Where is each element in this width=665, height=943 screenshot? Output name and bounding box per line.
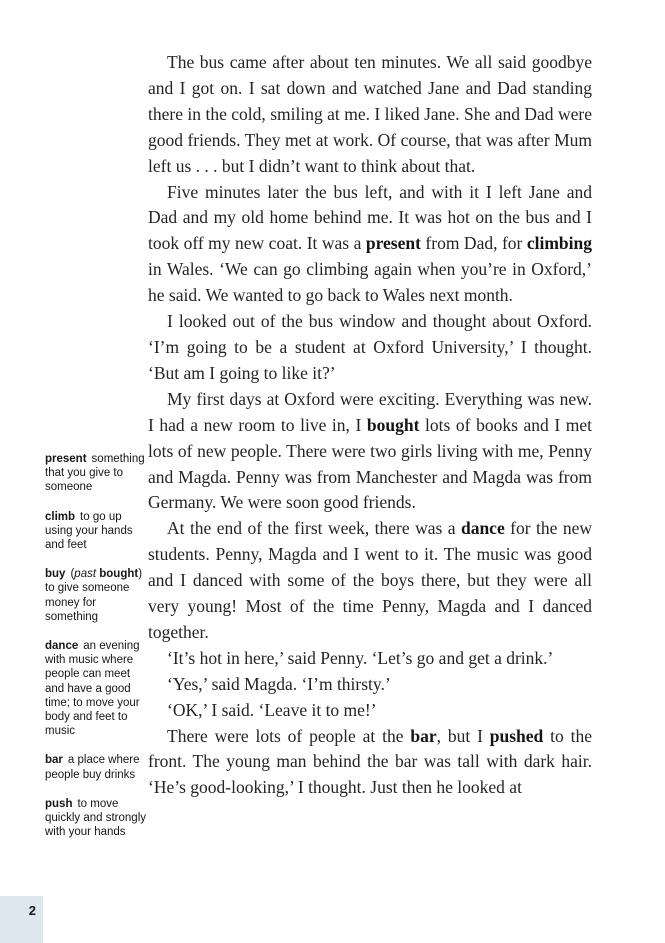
page-number: 2 — [28, 903, 36, 918]
story-paragraph: At the end of the first week, there was a dance for the new students. Penny, Magda and I went to it. The music was good and I danced with some of the boys there, but they were all very young! Most of the time Penny, Magda and I danced together. — [148, 518, 592, 642]
story-paragraph: My first days at Oxford were exciting. Everything was new. I had a new room to live in, I bought lots of books and I met lots of new people. There were two girls living with me, Penny and Magda. Penny was from Manchester and Magda was from Germany. We were soon good friends. — [148, 388, 592, 513]
story-paragraph: I looked out of the bus window and thought about Oxford. ‘I’m going to be a student at Oxford University,’ I thought. ‘But am I going to like it?’ — [148, 311, 592, 383]
glossary-entry — [45, 639, 147, 738]
glossary-headword: bar — [45, 754, 63, 767]
glossary-definition: a place where people buy drinks — [45, 754, 140, 781]
glossary-entry — [45, 753, 147, 781]
story-paragraph: ‘OK,’ I said. ‘Leave it to me!’ — [167, 699, 377, 720]
glossary-headword: climb — [45, 510, 76, 523]
glossary-definition: something that you give to someone — [45, 453, 145, 494]
glossary-headword: push — [45, 797, 73, 810]
story-paragraph: ‘Yes,’ said Magda. ‘I’m thirsty.’ — [167, 673, 391, 694]
glossary-entry — [45, 510, 147, 553]
glossary-definition: (past bought) to give someone money for something — [45, 568, 143, 623]
story-paragraph: ‘It’s hot in here,’ said Penny. ‘Let’s go and get a drink.’ — [167, 647, 554, 668]
glossary-headword: buy — [45, 568, 66, 581]
story-paragraph: Five minutes later the bus left, and with it I left Jane and Dad and my old home behind me. It was hot on the bus and I took off my new coat. It was a present from Dad, for climbing in Wales. ‘We can go climbing again when you’re in Oxford,’ he said. We wanted to go back to Wales next month. — [148, 181, 593, 306]
story-paragraph: There were lots of people at the bar, but I pushed to the front. The young man behind the bar was tall with dark hair. ‘He’s good-looking,’ I thought. Just then he looked at — [148, 725, 592, 798]
glossary-entry — [45, 797, 147, 840]
glossary-entry — [45, 567, 147, 624]
glossary-entry — [45, 452, 147, 495]
glossary — [45, 452, 147, 854]
page-number-box — [0, 896, 43, 943]
glossary-definition: to move quickly and strongly with your hands — [45, 797, 146, 839]
story-paragraph: The bus came after about ten minutes. We all said goodbye and I got on. I sat down and watched Jane and Dad standing there in the cold, smiling at me. I liked Jane. She and Dad were good friends. They met at work. Of course, that was after Mum left us . . . but I didn’t want to think about that. — [148, 52, 592, 176]
glossary-headword: present — [45, 453, 87, 465]
story-text — [148, 50, 592, 801]
glossary-headword: dance — [45, 640, 79, 653]
glossary-definition: to go up using your hands and feet — [45, 510, 133, 552]
glossary-definition: an evening with music where people can meet and have a good time; to move your body and feet to music — [45, 640, 140, 738]
